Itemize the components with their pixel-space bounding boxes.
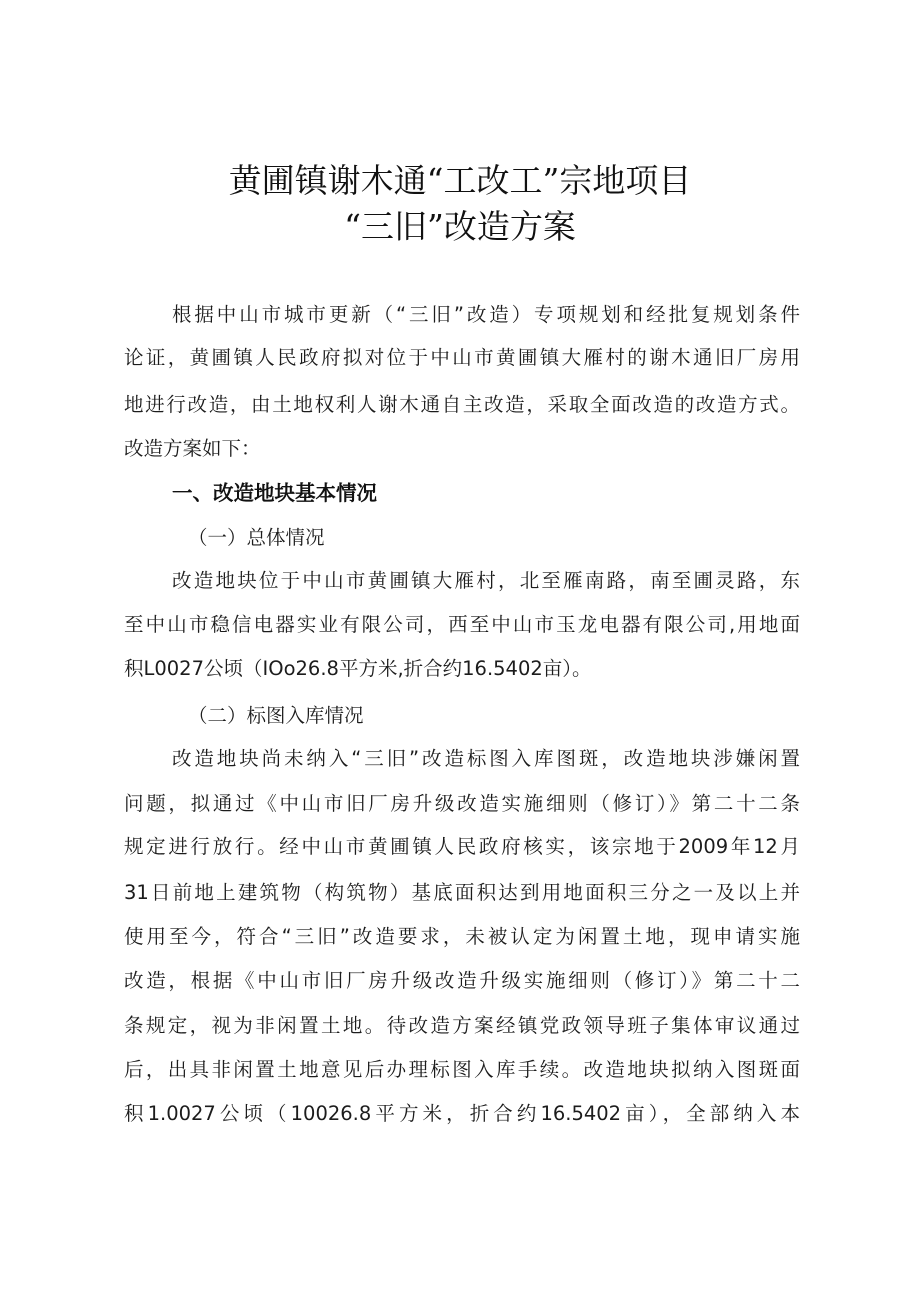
paragraph-line: 后，出具非闲置土地意见后办理标图入库手续。改造地块拟纳入图斑面 bbox=[124, 1058, 800, 1081]
paragraph-line: 积L0027公顷（IOo26.8平方米,折合约16.5402亩）。 bbox=[124, 657, 592, 680]
paragraph-line: 条规定，视为非闲置土地。待改造方案经镇党政领导班子集体审议通过 bbox=[124, 1014, 800, 1037]
document-title-line2: “三旧”改造方案 bbox=[344, 207, 576, 246]
subsection-heading: （一）总体情况 bbox=[188, 526, 325, 549]
paragraph-line: 积1.0027公顷（10026.8平方米，折合约16.5402亩），全部纳入本 bbox=[124, 1102, 800, 1125]
intro-paragraph-line: 论证，黄圃镇人民政府拟对位于中山市黄圃镇大雁村的谢木通旧厂房用 bbox=[124, 346, 800, 369]
intro-paragraph-line: 改造方案如下： bbox=[124, 437, 261, 460]
document-title-line1: 黄圃镇谢木通“工改工”宗地项目 bbox=[228, 161, 692, 200]
paragraph-line: 31日前地上建筑物（构筑物）基底面积达到用地面积三分之一及以上并 bbox=[124, 881, 800, 904]
intro-paragraph-line: 地进行改造，由土地权利人谢木通自主改造，采取全面改造的改造方式。 bbox=[124, 393, 800, 416]
section-heading: 一、改造地块基本情况 bbox=[172, 481, 377, 505]
paragraph-line: 改造，根据《中山市旧厂房升级改造升级实施细则（修订）》第二十二 bbox=[124, 969, 800, 992]
paragraph-line: 规定进行放行。经中山市黄圃镇人民政府核实，该宗地于2009年12月 bbox=[124, 835, 800, 858]
paragraph-line: 问题，拟通过《中山市旧厂房升级改造实施细则（修订）》第二十二条 bbox=[124, 792, 800, 815]
paragraph-line: 至中山市稳信电器实业有限公司，西至中山市玉龙电器有限公司,用地面 bbox=[124, 613, 800, 636]
intro-paragraph-line: 根据中山市城市更新（“三旧”改造）专项规划和经批复规划条件 bbox=[172, 303, 800, 326]
subsection-heading: （二）标图入库情况 bbox=[188, 704, 364, 727]
paragraph-line: 使用至今，符合“三旧”改造要求，未被认定为闲置土地，现申请实施 bbox=[124, 925, 800, 948]
paragraph-line: 改造地块位于中山市黄圃镇大雁村，北至雁南路，南至圃灵路，东 bbox=[172, 569, 800, 592]
paragraph-line: 改造地块尚未纳入“三旧”改造标图入库图斑，改造地块涉嫌闲置 bbox=[172, 747, 800, 770]
